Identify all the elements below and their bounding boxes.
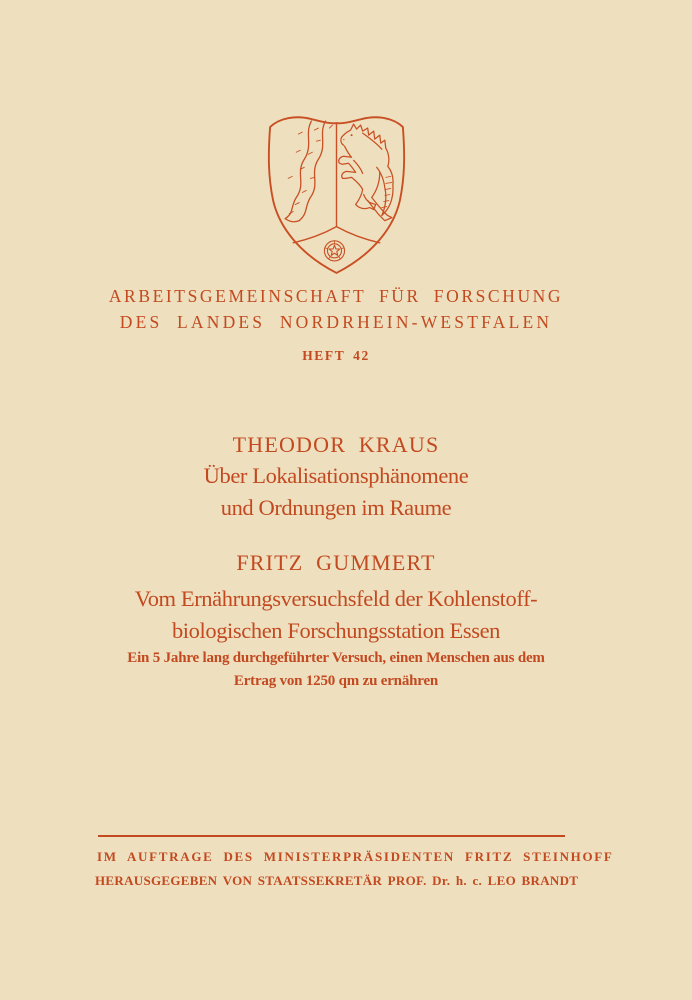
gummert-subtitle-line1: Ein 5 Jahre lang durchgeführter Versuch, einen Menschen aus dem: [127, 650, 545, 666]
imprint-line1: IM AUFTRAGE DES MINISTERPRÄSIDENTEN FRITZ STEINHOFF: [97, 849, 614, 864]
kraus-title-line2: und Ordnungen im Raume: [220, 495, 452, 520]
rhine-wave-band-icon: [285, 121, 332, 222]
kraus-title-line1: Über Lokalisationsphänomene: [203, 463, 469, 488]
series-title-line2: DES LANDES NORDRHEIN-WESTFALEN: [119, 312, 553, 332]
imprint-line2: HERAUSGEGEBEN VON STAATSSEKRETÄR PROF. Dr. h. c. LEO BRANDT: [95, 873, 579, 888]
series-title-line1: ARBEITSGEMEINSCHAFT FÜR FORSCHUNG: [108, 286, 564, 306]
westphalian-horse-icon: [339, 124, 393, 221]
gummert-title-line1: Vom Ernährungsversuchsfeld der Kohlenstoff-: [134, 586, 538, 611]
issue-number: HEFT 42: [302, 348, 370, 363]
shield-divisions: [293, 124, 380, 243]
gummert-subtitle-line2: Ertrag von 1250 qm zu ernähren: [233, 673, 439, 689]
lippe-rose-icon: [324, 241, 344, 261]
gummert-title-line2: biologischen Forschungsstation Essen: [171, 618, 501, 643]
author-name-gummert: FRITZ GUMMERT: [236, 550, 436, 575]
horizontal-rule: [98, 835, 565, 837]
author-name-kraus: THEODOR KRAUS: [232, 432, 440, 457]
nrw-coat-of-arms-icon: [267, 114, 408, 280]
